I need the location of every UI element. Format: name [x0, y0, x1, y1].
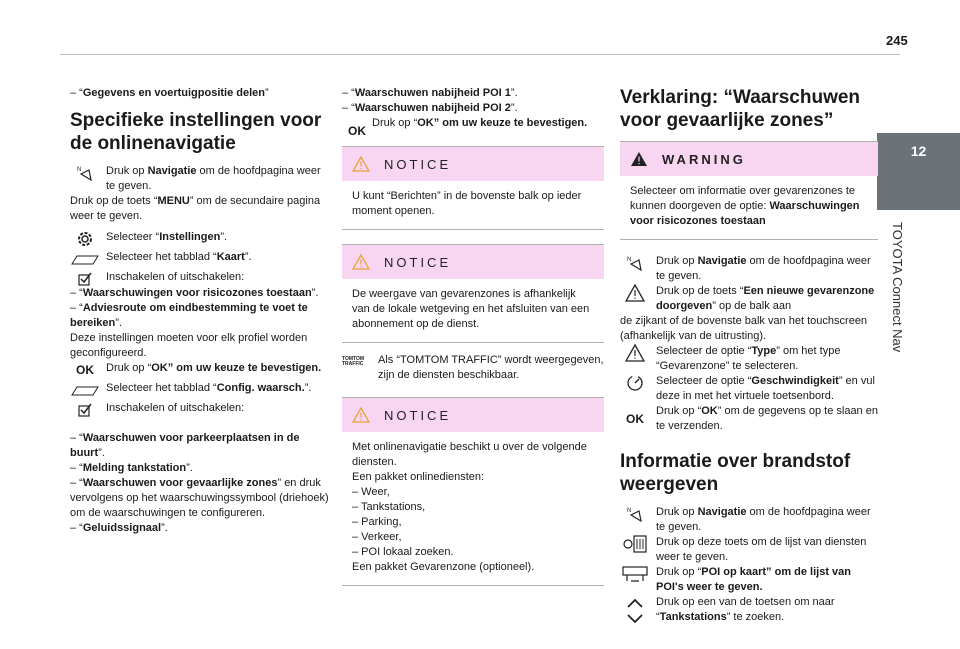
notice-body: Met onlinenavigatie beschikt u over de volgende diensten. Een pakket onlinediensten: – Weer, – Tankstations, – Parking, – Verkeer, – POI lokaal zoeken. Een pakket Gevarenzone (optioneel).	[342, 432, 604, 585]
item-parking: – “Waarschuwen voor parkeerplaatsen in de buurt”.	[70, 432, 300, 459]
step-settings: Selecteer “Instellingen”.	[70, 230, 332, 246]
section-heading: Specifieke instellingen voor de onlinenavigatie	[70, 110, 322, 154]
column-3	[620, 86, 878, 625]
warning-triangle-icon	[352, 156, 370, 172]
checkbox-icon	[70, 401, 100, 419]
step-arrows: Druk op een van de toetsen om naar “Tankstations” te zoeken.	[620, 595, 878, 625]
step-ok: OK Druk op “OK” om uw keuze te bevestigen.	[342, 116, 604, 132]
step-list: Druk op deze toets om de lijst van diensten weer te geven.	[620, 535, 878, 565]
chapter-title-vertical	[887, 222, 907, 382]
step-new-danger: Druk op de toets “Een nieuwe gevarenzone doorgeven” op de balk aan	[620, 284, 878, 314]
notice-body: U kunt “Berichten” in de bovenste balk op ieder moment openen.	[352, 190, 582, 217]
item-danger-zones: – “Waarschuwen voor gevaarlijke zones” en druk vervolgens op het waarschuwingssymbool (driehoek) om de waarschuwingen te configureren.	[70, 477, 329, 519]
notice-header	[342, 147, 604, 181]
warning-header	[620, 142, 878, 176]
section-heading: Informatie over brandstof weergeven	[620, 451, 851, 495]
section-heading: Verklaring: “Waarschuwen voor gevaarlijke zones”	[620, 87, 861, 131]
step-ok: OK Druk op “OK” om de gegevens op te slaan en te verzenden.	[620, 404, 878, 434]
item-poi1: – “Waarschuwen nabijheid POI 1”.	[342, 87, 518, 99]
item-sound: – “Geluidssignaal”.	[70, 522, 168, 534]
note-profiles: Deze instellingen moeten voor elk profiel worden geconfigureerd.	[70, 332, 308, 359]
svg-text:N: N	[77, 167, 82, 173]
step-menu: Druk op de toets “MENU” om de secundaire pagina weer te geven.	[70, 195, 321, 222]
ok-icon: OK	[348, 123, 366, 138]
list-item: – Weer,	[352, 486, 390, 498]
step-enable: Inschakelen of uitschakelen:	[70, 270, 332, 286]
warning-triangle-icon	[352, 254, 370, 270]
column-1	[70, 86, 332, 536]
step-map-tab: Selecteer het tabblad “Kaart”.	[70, 250, 332, 266]
svg-text:N: N	[627, 257, 632, 263]
tab-icon	[70, 250, 100, 268]
step-config-tab: Selecteer het tabblad “Config. waarsch.”.	[70, 381, 332, 397]
tab-icon	[70, 381, 100, 399]
notice-messages	[342, 146, 604, 230]
list-item: – Verkeer,	[352, 531, 402, 543]
notice-title: NOTICE	[384, 156, 452, 172]
column-2	[342, 86, 604, 586]
step-poi: Druk op “POI op kaart” om de lijst van POI's weer te geven.	[620, 565, 878, 595]
svg-text:N: N	[627, 508, 632, 514]
warning-triangle-icon	[620, 284, 650, 302]
item-fuel-station: – “Melding tankstation”.	[70, 462, 193, 474]
checkbox-icon	[70, 270, 100, 288]
step-ok: OK Druk op “OK” om uw keuze te bevestigen.	[70, 361, 332, 377]
header-rule	[60, 54, 900, 55]
notice-danger-zones	[342, 244, 604, 343]
warning-triangle-icon	[630, 151, 648, 167]
notice-title: NOTICE	[384, 254, 452, 270]
navigation-arrow-icon	[70, 164, 100, 182]
step-navigation: N Druk op Navigatie om de hoofdpagina weer te geven.	[620, 254, 878, 284]
notice-title: NOTICE	[384, 407, 452, 423]
warning-box	[620, 141, 878, 240]
notice-body: De weergave van gevarenzones is afhankelijk van de lokale wetgeving en het afsluiten van een abonnement op de dienst.	[352, 288, 590, 330]
services-list-icon	[620, 535, 650, 553]
ok-icon: OK	[76, 362, 94, 377]
intro-line: – “Gegevens en voertuigpositie delen”	[70, 87, 269, 99]
navigation-arrow-icon	[620, 505, 650, 523]
list-item: – Parking,	[352, 516, 402, 528]
chapter-number: 12	[910, 143, 927, 159]
tomtom-traffic-icon	[342, 353, 372, 371]
notice-header	[342, 398, 604, 432]
item-risk-zones: – “Waarschuwingen voor risicozones toestaan”.	[70, 287, 319, 299]
step-type: Selecteer de optie “Type” om het type “Gevarenzone” te selecteren.	[620, 344, 878, 374]
tomtom-traffic-info: TOMTOM TRAFFIC Als “TOMTOM TRAFFIC” wordt weergegeven, zijn de diensten beschikbaar.	[342, 354, 604, 381]
item-advice-route: – “Adviesroute om eindbestemming te voet te bereiken”.	[70, 302, 308, 329]
notice-header	[342, 245, 604, 279]
warning-title: WARNING	[662, 151, 746, 167]
step-speed: Selecteer de optie “Geschwindigkeit” en vul deze in met het virtuele toetsenbord.	[620, 374, 878, 404]
notice-online-services	[342, 397, 604, 586]
gear-icon	[70, 230, 100, 248]
ok-icon: OK	[626, 411, 644, 426]
page-number: 245	[886, 33, 908, 48]
navigation-arrow-icon	[620, 254, 650, 272]
speedometer-icon	[620, 374, 650, 392]
step-navigation: N Druk op Navigatie om de hoofdpagina weer te geven.	[70, 164, 332, 194]
step-navigation: N Druk op Navigatie om de hoofdpagina weer te geven.	[620, 505, 878, 535]
up-down-arrows-icon	[620, 595, 650, 627]
chapter-title: TOYOTA Connect Nav	[890, 222, 905, 353]
list-item: – Tankstations,	[352, 501, 426, 513]
step-new-danger-cont: de zijkant of de bovenste balk van het touchscreen (afhankelijk van de uitrusting).	[620, 315, 868, 342]
warning-triangle-icon	[352, 407, 370, 423]
step-enable2: Inschakelen of uitschakelen:	[70, 401, 332, 417]
warning-triangle-icon	[620, 344, 650, 362]
list-item: – POI lokaal zoeken.	[352, 546, 454, 558]
tomtom-label: TOMTOM TRAFFIC	[342, 356, 365, 367]
poi-map-icon	[620, 565, 650, 583]
warning-body: Selecteer om informatie over gevarenzones te kunnen doorgeven de optie: Waarschuwingen voor risicozones toestaan	[630, 185, 860, 227]
item-poi2: – “Waarschuwen nabijheid POI 2”.	[342, 102, 518, 114]
